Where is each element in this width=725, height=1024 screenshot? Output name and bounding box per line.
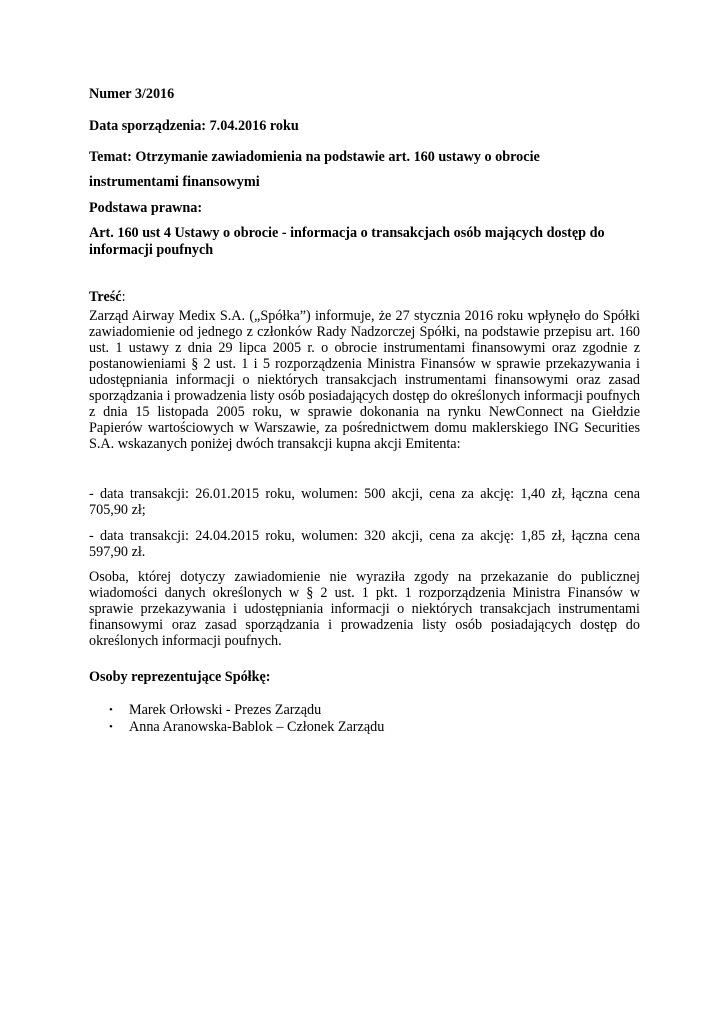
list-item bbox=[89, 702, 384, 719]
legal-basis-label: Podstawa prawna: bbox=[89, 200, 203, 216]
representatives-heading: Osoby reprezentujące Spółkę: bbox=[89, 669, 271, 685]
report-topic-line2: instrumentami finansowymi bbox=[89, 174, 260, 190]
report-number: Numer 3/2016 bbox=[89, 86, 175, 102]
legal-basis-text: Art. 160 ust 4 Ustawy o obrocie - informacja o transakcjach osób mających dostęp do informacji poufnych bbox=[89, 225, 605, 258]
report-date: Data sporządzenia: 7.04.2016 roku bbox=[89, 118, 299, 134]
bullet-icon: • bbox=[109, 704, 113, 716]
representative-name: Marek Orłowski - Prezes Zarządu bbox=[129, 702, 322, 718]
transaction-2: - data transakcji: 24.04.2015 roku, wolumen: 320 akcji, cena za akcję: 1,85 zł, łączna cena 597,90 zł. bbox=[89, 528, 640, 560]
representatives-list bbox=[89, 702, 384, 736]
list-item bbox=[89, 719, 384, 736]
report-topic-line1: Temat: Otrzymanie zawiadomienia na podstawie art. 160 ustawy o obrocie bbox=[89, 149, 540, 165]
content-paragraph-1: Zarząd Airway Medix S.A. („Spółka”) informuje, że 27 stycznia 2016 roku wpłynęło do Spółki zawiadomienie od jednego z członków Rady Nadzorczej Spółki, na podstawie przepisu art. 160 ust. 1 ustawy z dnia 29 lipca 2005 r. o obrocie instrumentami finansowymi oraz zgodnie z postanowieniami § 2 ust. 1 i 5 rozporządzenia Ministra Finansów w sprawie przekazywania i udostępniania informacji o niektórych transakcjach instrumentami finansowymi oraz zasad sporządzania i prowadzenia listy osób posiadających dostęp do określonych informacji poufnych z dnia 15 listopada 2005 roku, w sprawie dokonania na rynku NewConnect na Giełdzie Papierów wartościowych w Warszawie, za pośrednictwem domu maklerskiego ING Securities S.A. wskazanych poniżej dwóch transakcji kupna akcji Emitenta: bbox=[89, 308, 640, 452]
content-label-colon: : bbox=[121, 289, 126, 305]
transaction-1: - data transakcji: 26.01.2015 roku, wolumen: 500 akcji, cena za akcję: 1,40 zł, łączna cena 705,90 zł; bbox=[89, 486, 640, 518]
bullet-icon: • bbox=[109, 721, 113, 733]
representative-name: Anna Aranowska-Bablok – Członek Zarządu bbox=[129, 719, 385, 735]
content-heading bbox=[89, 289, 126, 306]
content-label: Treść bbox=[89, 289, 122, 305]
content-paragraph-2: Osoba, której dotyczy zawiadomienie nie wyraziła zgody na przekazanie do publicznej wiadomości danych określonych w § 2 ust. 1 pkt. 1 rozporządzenia Ministra Finansów w sprawie przekazywania i udostępniania informacji o niektórych transakcjach instrumentami finansowymi oraz zasad sporządzania i prowadzenia listy osób posiadających dostęp do określonych informacji poufnych. bbox=[89, 569, 640, 649]
